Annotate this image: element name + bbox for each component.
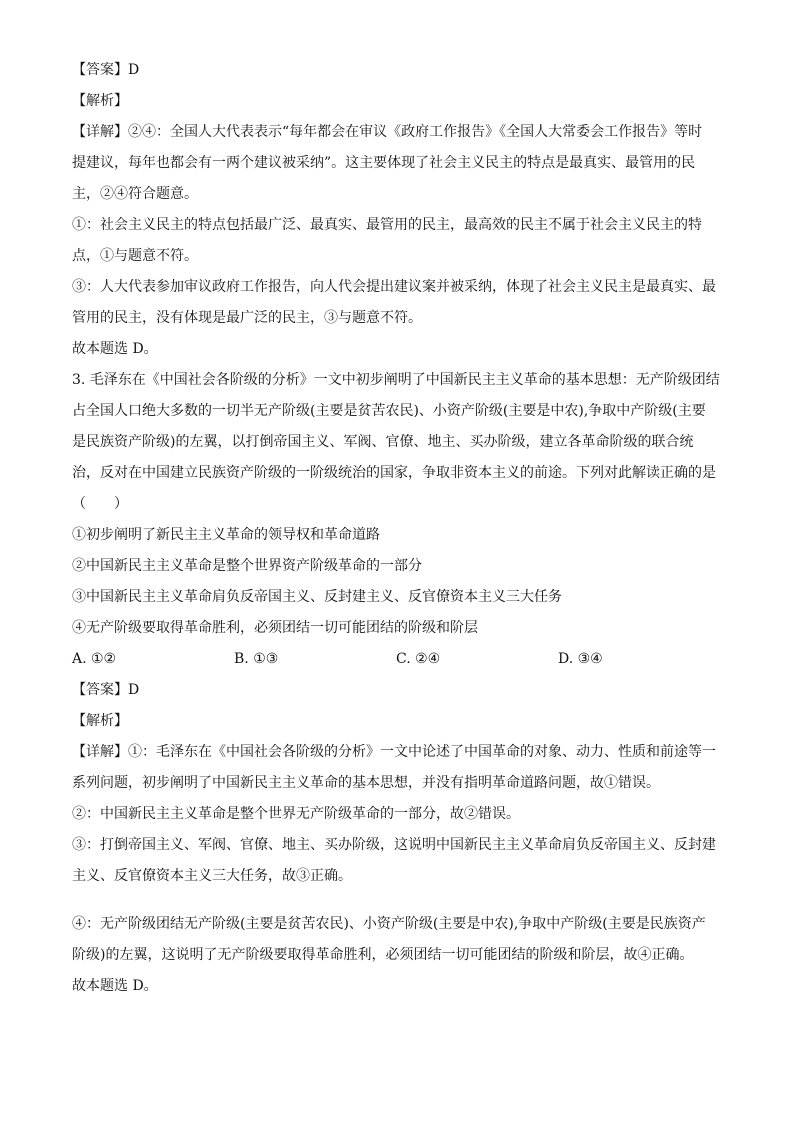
q2-answer-section xyxy=(72,60,724,359)
detail-line: 主义、反官僚资本主义三大任务，故③正确。 xyxy=(72,868,352,884)
detail-line: ③：人大代表参加审议政府工作报告，向人代会提出建议案并被采纳，体现了社会主义民主是最真实、最 xyxy=(72,279,716,295)
detail-line: ③：打倒帝国主义、军阀、官僚、地主、买办阶级，这说明中国新民主主义革命肩负反帝国主义、反封建 xyxy=(72,837,716,853)
detail-line: ④：无产阶级团结无产阶级(主要是贫苦农民)、小资产阶级(主要是中农),争取中产阶级(主要是民族资产 xyxy=(72,916,706,932)
detail-line: ②：中国新民主主义革命是整个世界无产阶级革命的一部分，故②错误。 xyxy=(72,806,520,822)
question-3 xyxy=(72,370,724,996)
answer-label: 【答案】D xyxy=(72,682,140,698)
choice-a: A. ①② xyxy=(72,651,117,667)
statement-item: ④无产阶级要取得革命胜利，必须团结一切可能团结的阶级和阶层 xyxy=(72,620,478,636)
choice-b: B. ①③ xyxy=(234,651,279,667)
detail-line: 系列问题，初步阐明了中国新民主主义革命的基本思想，并没有指明革命道路问题，故①错误。 xyxy=(72,775,660,791)
answer-label: 【答案】D xyxy=(72,62,140,78)
question-stem: 3. 毛泽东在《中国社会各阶级的分析》一文中初步阐明了中国新民主主义革命的基本思想：无产阶级团结 xyxy=(72,372,720,388)
choice-c: C. ②④ xyxy=(396,651,441,667)
question-stem: 占全国人口绝大多数的一切半无产阶级(主要是贫苦农民)、小资产阶级(主要是中农),争取中产阶级(主要 xyxy=(72,403,706,419)
detail-line: 主，②④符合题意。 xyxy=(72,186,198,202)
choice-row xyxy=(72,649,724,669)
detail-line: 【详解】①：毛泽东在《中国社会各阶级的分析》一文中论述了中国革命的对象、动力、性质和前途等一 xyxy=(72,744,716,760)
question-stem: 治，反对在中国建立民族资产阶级的一阶级统治的国家，争取非资本主义的前途。下列对此解读正确的是 xyxy=(72,465,716,481)
choice-d: D. ③④ xyxy=(558,651,603,667)
document-page xyxy=(72,60,724,996)
conclusion-line: 故本题选 D。 xyxy=(72,978,158,994)
statement-item: ①初步阐明了新民主主义革命的领导权和革命道路 xyxy=(72,527,380,543)
detail-line: 提建议，每年也都会有一两个建议被采纳”。这主要体现了社会主义民主的特点是最真实、最管用的民 xyxy=(72,155,696,171)
detail-line: ①：社会主义民主的特点包括最广泛、最真实、最管用的民主，最高效的民主不属于社会主义民主的特 xyxy=(72,217,702,233)
analysis-label: 【解析】 xyxy=(72,93,128,109)
detail-line: 管用的民主，没有体现是最广泛的民主，③与题意不符。 xyxy=(72,310,422,326)
statement-item: ②中国新民主主义革命是整个世界资产阶级革命的一部分 xyxy=(72,558,422,574)
detail-line: 阶级)的左翼，这说明了无产阶级要取得革命胜利，必须团结一切可能团结的阶级和阶层，故④正确。 xyxy=(72,947,694,963)
question-stem: 是民族资产阶级)的左翼，以打倒帝国主义、军阀、官僚、地主、买办阶级，建立各革命阶级的联合统 xyxy=(72,434,694,450)
statement-item: ③中国新民主主义革命肩负反帝国主义、反封建主义、反官僚资本主义三大任务 xyxy=(72,589,562,605)
analysis-label: 【解析】 xyxy=(72,713,128,729)
conclusion-line: 故本题选 D。 xyxy=(72,341,158,357)
detail-line: 【详解】②④：全国人大代表表示“每年都会在审议《政府工作报告》《全国人大常委会工作报告》等时 xyxy=(72,124,703,140)
detail-line: 点，①与题意不符。 xyxy=(72,248,198,264)
question-blank: （ ） xyxy=(72,496,128,512)
